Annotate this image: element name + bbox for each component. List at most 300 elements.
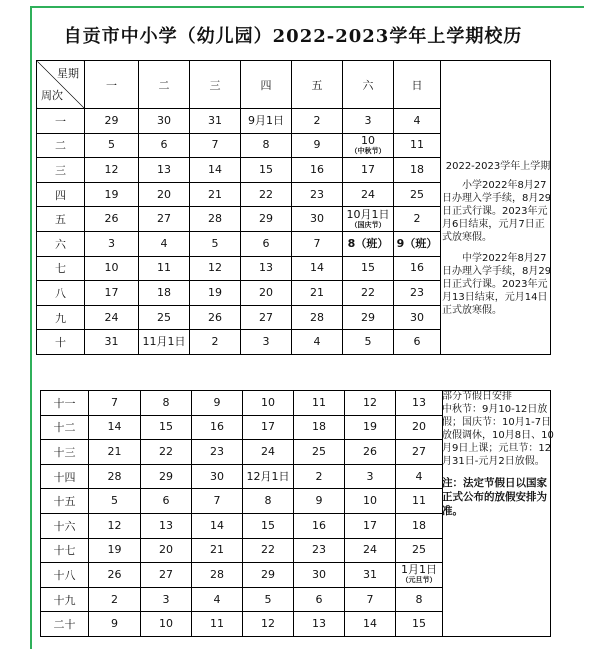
day-date: 11 xyxy=(210,617,224,631)
day-date: 20 xyxy=(157,187,171,201)
day-date: 30 xyxy=(310,212,324,226)
day-date: 13 xyxy=(412,395,426,409)
day-date: 31 xyxy=(363,567,377,581)
day-cell xyxy=(192,538,243,563)
week-number-cell: 十三 xyxy=(41,440,89,465)
day-cell xyxy=(89,415,141,440)
day-date: 3 xyxy=(366,469,374,483)
day-cell xyxy=(89,513,141,538)
day-date: 30 xyxy=(410,310,424,324)
page-title: 自贡市中小学（幼儿园）2022-2023学年上学期校历 xyxy=(63,26,523,47)
week-number-cell: 十二 xyxy=(41,415,89,440)
day-date: 23 xyxy=(210,444,224,458)
day-cell xyxy=(396,612,443,637)
corner-weekday-label: 星期 xyxy=(57,67,79,80)
day-cell xyxy=(243,464,294,489)
day-cell xyxy=(343,182,394,207)
day-date: 29 xyxy=(259,212,273,226)
day-cell xyxy=(292,305,343,330)
semester-notes xyxy=(442,160,554,325)
day-cell xyxy=(241,256,292,281)
day-cell xyxy=(345,513,396,538)
day-date: 11 xyxy=(157,261,171,275)
day-cell xyxy=(294,563,345,588)
day-date: 12 xyxy=(107,518,122,532)
day-date: 10 xyxy=(159,617,173,631)
day-date: 19 xyxy=(208,285,222,299)
week-number-cell: 十五 xyxy=(41,489,89,514)
day-cell xyxy=(396,563,443,588)
day-header: 六 xyxy=(343,61,394,109)
day-cell xyxy=(241,158,292,183)
day-cell xyxy=(292,133,343,158)
day-cell xyxy=(89,391,141,416)
day-date: 20 xyxy=(259,285,273,299)
day-date: 28 xyxy=(310,310,324,324)
week-number-cell: 十四 xyxy=(41,464,89,489)
holiday-notes-heading: 部分节假日安排 xyxy=(442,391,512,402)
day-date: 24 xyxy=(361,187,375,201)
day-cell xyxy=(141,415,192,440)
day-cell xyxy=(243,563,294,588)
day-cell xyxy=(294,513,345,538)
day-date: 21 xyxy=(310,285,324,299)
day-cell xyxy=(292,158,343,183)
day-date: 23 xyxy=(310,187,324,201)
day-date: 21 xyxy=(210,543,224,557)
day-cell xyxy=(85,158,139,183)
day-cell xyxy=(394,256,441,281)
day-cell xyxy=(85,182,139,207)
day-cell xyxy=(343,158,394,183)
day-date: 12月1日 xyxy=(246,469,290,483)
day-cell xyxy=(394,133,441,158)
day-cell xyxy=(192,563,243,588)
day-date: 22 xyxy=(261,543,275,557)
day-date: 3 xyxy=(108,236,115,250)
week-number-cell: 三 xyxy=(37,158,85,183)
day-date: 11月1日 xyxy=(142,335,186,349)
day-date: 10月1日 xyxy=(346,207,390,221)
day-cell xyxy=(396,440,443,465)
day-date: 9月1日 xyxy=(248,113,284,127)
day-date: 19 xyxy=(363,420,377,434)
day-cell xyxy=(343,305,394,330)
day-date: 1月1日 xyxy=(401,563,437,577)
day-cell xyxy=(241,231,292,256)
day-cell xyxy=(89,464,141,489)
day-date: 7 xyxy=(366,592,374,606)
corner-week-label: 周次 xyxy=(41,89,63,102)
day-date: 25 xyxy=(412,543,426,557)
day-date: 18 xyxy=(410,162,424,176)
day-cell xyxy=(241,207,292,232)
day-cell xyxy=(141,563,192,588)
day-cell xyxy=(89,587,141,612)
day-cell xyxy=(241,330,292,355)
holiday-label: （国庆节） xyxy=(350,220,386,229)
day-cell xyxy=(192,464,243,489)
day-date: 17 xyxy=(261,420,275,434)
day-cell xyxy=(139,158,190,183)
week-number-cell: 十一 xyxy=(41,391,89,416)
day-date: 8 xyxy=(262,138,270,152)
day-cell xyxy=(192,415,243,440)
day-cell xyxy=(192,587,243,612)
day-date: 26 xyxy=(107,567,122,581)
day-cell xyxy=(190,281,241,306)
day-date: 31 xyxy=(208,113,222,127)
day-cell xyxy=(139,281,190,306)
day-date: 9 xyxy=(313,138,321,152)
day-date: 5 xyxy=(364,335,372,349)
day-cell xyxy=(190,330,241,355)
day-cell xyxy=(396,587,443,612)
day-cell xyxy=(141,513,192,538)
day-cell xyxy=(243,489,294,514)
day-cell xyxy=(241,305,292,330)
day-cell xyxy=(243,612,294,637)
day-date: 2 xyxy=(315,469,323,483)
day-cell xyxy=(141,464,192,489)
day-cell xyxy=(89,440,141,465)
day-date: 28 xyxy=(107,469,122,483)
day-date: 18 xyxy=(157,285,171,299)
day-cell xyxy=(343,330,394,355)
day-cell xyxy=(192,612,243,637)
legal-holiday-disclaimer: 注：法定节假日以国家正式公布的放假安排为准。 xyxy=(442,477,547,517)
day-cell xyxy=(294,587,345,612)
day-cell xyxy=(343,133,394,158)
day-cell xyxy=(141,391,192,416)
holiday-label: （中秋节） xyxy=(350,146,386,155)
day-cell xyxy=(243,440,294,465)
day-date: 7 xyxy=(213,494,221,508)
day-date: 10 xyxy=(363,494,377,508)
week-number-cell: 二 xyxy=(37,133,85,158)
day-cell xyxy=(139,256,190,281)
day-cell xyxy=(292,182,343,207)
day-cell xyxy=(294,391,345,416)
day-cell xyxy=(192,489,243,514)
day-date: 6 xyxy=(413,335,421,349)
day-cell xyxy=(89,489,141,514)
holiday-label: （元旦节） xyxy=(401,576,437,585)
day-cell xyxy=(292,231,343,256)
day-date: 9 xyxy=(111,617,118,631)
day-date: 4 xyxy=(415,469,423,483)
day-date: 5 xyxy=(111,494,118,508)
day-date: 24 xyxy=(104,310,119,324)
day-cell xyxy=(241,109,292,134)
table-corner-header xyxy=(37,61,85,109)
day-date: 30 xyxy=(157,113,171,127)
day-cell xyxy=(292,281,343,306)
day-cell xyxy=(345,563,396,588)
day-cell xyxy=(85,305,139,330)
day-date: 2 xyxy=(111,592,118,606)
day-date: 10 xyxy=(104,261,119,275)
day-cell xyxy=(139,109,190,134)
week-number-cell: 五 xyxy=(37,207,85,232)
holiday-schedule-text: 中秋节：9月10-12日放假；国庆节：10月1-7日放假调休，10月8日、10月9日上课；元旦节：12月31日-元月2日放假。 xyxy=(442,404,554,467)
day-cell xyxy=(394,207,441,232)
day-cell xyxy=(85,330,139,355)
day-cell xyxy=(139,182,190,207)
day-date: 29 xyxy=(261,567,275,581)
day-cell xyxy=(394,305,441,330)
day-date: 8 xyxy=(264,494,272,508)
day-date: 26 xyxy=(104,212,119,226)
day-date: 13 xyxy=(259,261,273,275)
week-number-cell: 十七 xyxy=(41,538,89,563)
day-date: 15 xyxy=(412,617,426,631)
primary-school-note: 小学2022年8月27日办理入学手续，8月29日正式行课。2023年元月6日结束，元月7日正式放寒假。 xyxy=(442,180,552,243)
week-number-cell: 六 xyxy=(37,231,85,256)
day-cell xyxy=(190,182,241,207)
day-cell xyxy=(141,440,192,465)
day-date: 5 xyxy=(108,138,115,152)
day-date: 4 xyxy=(213,592,221,606)
day-cell xyxy=(190,109,241,134)
day-cell xyxy=(190,305,241,330)
day-cell xyxy=(139,133,190,158)
day-cell xyxy=(343,256,394,281)
day-cell xyxy=(343,109,394,134)
middle-school-note: 中学2022年8月27日办理入学手续，8月29日正式行课。2023年元月13日结束，元月14日正式放寒假。 xyxy=(442,253,552,316)
day-date: 25 xyxy=(410,187,424,201)
day-date: 7 xyxy=(111,395,118,409)
day-cell xyxy=(243,415,294,440)
day-date: 15 xyxy=(259,162,273,176)
day-date: 16 xyxy=(310,162,324,176)
day-date: 6 xyxy=(162,494,170,508)
day-cell xyxy=(192,391,243,416)
day-cell xyxy=(89,612,141,637)
week-number-cell: 四 xyxy=(37,182,85,207)
day-date: 5 xyxy=(211,236,219,250)
day-cell xyxy=(292,256,343,281)
day-date: 6 xyxy=(160,138,168,152)
day-cell xyxy=(394,182,441,207)
day-date: 28 xyxy=(210,567,224,581)
day-cell xyxy=(343,231,394,256)
day-date: 19 xyxy=(104,187,119,201)
day-date: 17 xyxy=(361,162,375,176)
day-cell xyxy=(85,231,139,256)
day-date: 4 xyxy=(413,113,421,127)
day-date: 22 xyxy=(361,285,375,299)
day-date: 3 xyxy=(262,335,270,349)
week-number-cell: 九 xyxy=(37,305,85,330)
day-date: 7 xyxy=(313,236,321,250)
day-cell xyxy=(345,489,396,514)
day-date: 25 xyxy=(157,310,171,324)
day-cell xyxy=(345,538,396,563)
day-cell xyxy=(294,440,345,465)
day-cell xyxy=(139,207,190,232)
week-number-cell: 一 xyxy=(37,109,85,134)
day-cell xyxy=(85,133,139,158)
day-cell xyxy=(192,440,243,465)
day-cell xyxy=(243,587,294,612)
day-cell xyxy=(396,415,443,440)
day-cell xyxy=(292,207,343,232)
day-date: 14 xyxy=(310,261,324,275)
day-cell xyxy=(243,391,294,416)
day-cell xyxy=(396,538,443,563)
day-date: 31 xyxy=(104,335,119,349)
day-cell xyxy=(141,612,192,637)
day-cell xyxy=(345,415,396,440)
day-date: 16 xyxy=(210,420,224,434)
day-date: 10 xyxy=(261,395,275,409)
day-cell xyxy=(294,464,345,489)
day-date: 30 xyxy=(210,469,224,483)
day-date: 13 xyxy=(312,617,326,631)
day-date: 13 xyxy=(159,518,173,532)
day-cell xyxy=(343,281,394,306)
day-cell xyxy=(345,391,396,416)
day-date: 11 xyxy=(412,494,426,508)
day-date: 12 xyxy=(363,395,377,409)
day-date: 13 xyxy=(157,162,171,176)
day-cell xyxy=(294,415,345,440)
day-cell xyxy=(294,612,345,637)
day-cell xyxy=(394,281,441,306)
day-date: 11 xyxy=(410,138,424,152)
day-date: 6 xyxy=(315,592,323,606)
day-header: 四 xyxy=(241,61,292,109)
day-header: 日 xyxy=(394,61,441,109)
week-number-cell: 十八 xyxy=(41,563,89,588)
day-header: 一 xyxy=(85,61,139,109)
day-cell xyxy=(294,489,345,514)
day-date: 27 xyxy=(259,310,273,324)
day-date: 21 xyxy=(208,187,222,201)
day-cell xyxy=(394,109,441,134)
day-date: 20 xyxy=(412,420,426,434)
day-cell xyxy=(243,513,294,538)
day-date: 16 xyxy=(410,261,424,275)
day-date: 16 xyxy=(312,518,326,532)
day-date: 29 xyxy=(159,469,173,483)
day-header: 三 xyxy=(190,61,241,109)
day-cell xyxy=(396,391,443,416)
day-cell xyxy=(345,587,396,612)
day-date: 15 xyxy=(361,261,375,275)
day-date: 19 xyxy=(107,543,122,557)
day-date: 12 xyxy=(208,261,222,275)
day-date: 27 xyxy=(412,444,426,458)
day-date: 5 xyxy=(264,592,272,606)
day-date: 14 xyxy=(107,420,122,434)
day-cell xyxy=(190,158,241,183)
day-date: 15 xyxy=(159,420,173,434)
day-date: 27 xyxy=(159,567,173,581)
day-date: 22 xyxy=(259,187,273,201)
semester-notes-title: 2022-2023学年上学期 xyxy=(445,161,551,172)
day-date: 23 xyxy=(312,543,326,557)
day-date: 10 xyxy=(361,133,375,147)
holiday-notes xyxy=(442,390,554,518)
week-number-cell: 十 xyxy=(37,330,85,355)
day-cell xyxy=(85,256,139,281)
week-number-cell: 二十 xyxy=(41,612,89,637)
day-cell xyxy=(141,587,192,612)
day-cell xyxy=(345,440,396,465)
day-date: 2 xyxy=(313,113,321,127)
day-date: 24 xyxy=(261,444,275,458)
day-header: 二 xyxy=(139,61,190,109)
day-cell xyxy=(139,330,190,355)
day-cell xyxy=(139,231,190,256)
day-cell xyxy=(396,513,443,538)
day-date: 12 xyxy=(261,617,275,631)
day-date: 20 xyxy=(159,543,173,557)
day-cell xyxy=(241,133,292,158)
day-date: 3 xyxy=(364,113,372,127)
day-date: 26 xyxy=(208,310,222,324)
day-date: 2 xyxy=(211,335,219,349)
day-cell xyxy=(394,158,441,183)
day-cell xyxy=(396,464,443,489)
day-cell xyxy=(85,207,139,232)
week-number-cell: 八 xyxy=(37,281,85,306)
day-date: 9（班） xyxy=(396,236,438,250)
day-date: 9 xyxy=(315,494,323,508)
day-date: 17 xyxy=(363,518,377,532)
day-date: 11 xyxy=(312,395,326,409)
day-cell xyxy=(241,281,292,306)
week-number-cell: 十九 xyxy=(41,587,89,612)
day-cell xyxy=(85,281,139,306)
day-date: 8 xyxy=(415,592,423,606)
day-date: 4 xyxy=(313,335,321,349)
day-date: 14 xyxy=(363,617,377,631)
day-cell xyxy=(139,305,190,330)
day-date: 15 xyxy=(261,518,275,532)
day-date: 17 xyxy=(104,285,119,299)
day-cell xyxy=(190,133,241,158)
day-cell xyxy=(141,489,192,514)
day-date: 28 xyxy=(208,212,222,226)
day-date: 29 xyxy=(104,113,119,127)
day-date: 9 xyxy=(213,395,221,409)
week-number-cell: 七 xyxy=(37,256,85,281)
day-cell xyxy=(345,612,396,637)
day-date: 12 xyxy=(104,162,119,176)
day-date: 14 xyxy=(210,518,224,532)
day-date: 25 xyxy=(312,444,326,458)
day-date: 23 xyxy=(410,285,424,299)
day-date: 21 xyxy=(107,444,122,458)
day-cell xyxy=(190,231,241,256)
day-date: 29 xyxy=(361,310,375,324)
day-date: 22 xyxy=(159,444,173,458)
day-cell xyxy=(89,538,141,563)
day-date: 26 xyxy=(363,444,377,458)
day-cell xyxy=(394,330,441,355)
week-number-cell: 十六 xyxy=(41,513,89,538)
day-cell xyxy=(345,464,396,489)
day-cell xyxy=(141,538,192,563)
day-cell xyxy=(192,513,243,538)
day-date: 6 xyxy=(262,236,270,250)
day-date: 30 xyxy=(312,567,326,581)
day-cell xyxy=(292,330,343,355)
day-date: 24 xyxy=(363,543,377,557)
